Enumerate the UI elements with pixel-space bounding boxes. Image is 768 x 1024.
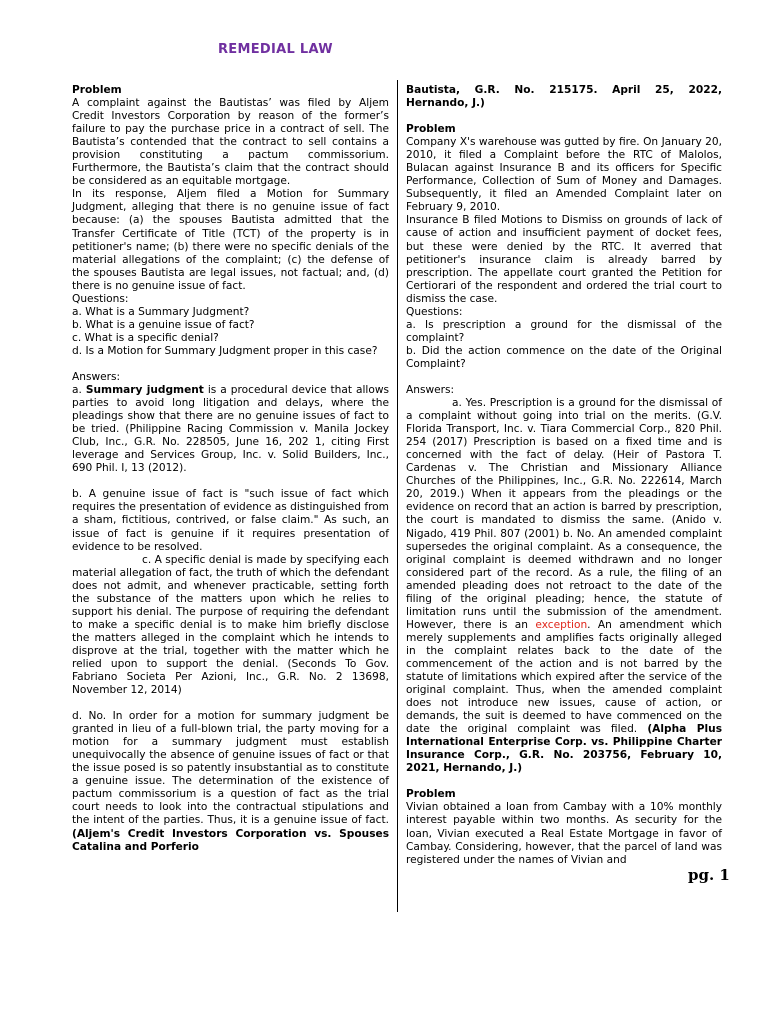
document-header-title: REMEDIAL LAW [218, 42, 333, 57]
problem-2-text: Company X's warehouse was gutted by fire. On January 20, 2010, it filed a Complaint before the RTC of Malolos, Bulacan against Insurance B and its officers for Specific Performance, Collection of Sum of Money and Damages. Subsequently, it filed an Amended Complaint later on February 9, 2010. [406, 136, 722, 214]
answer-c: c. A specific denial is made by specifying each material allegation of fact, the truth of which the defendant does not admit, and whenever practicable, setting forth the substance of the matters upon which he relies to support his denial. The purpose of requiring the defendant to make a specific denial is to make him briefly disclose the matters alleged in the complaint which he intends to disprove at the trial, together with the matter which he relied upon to support the denial. (Seconds To Gov. Fabriano Societa Per Azioni, Inc., G.R. No. 2 13698, November 12, 2014) [72, 553, 389, 697]
answer-2 [406, 397, 722, 775]
problem-2-text-2: Insurance B filed Motions to Dismiss on grounds of lack of cause of action and insufficient payment of docket fees, but these were denied by the RTC. It averred that petitioner's insurance claim is already barred by prescription. The appellate court granted the Petition for Certiorari of the respondent and ordered the trial court to dismiss the case. [406, 214, 722, 305]
left-column [72, 84, 389, 854]
answer-2-part-2: . An amendment which merely supplements and amplifies facts originally alleged in the complaint relates back to the date of the commencement of the action and is not barred by the statute of limitations which expired after the service of the original complaint. Thus, when the amended complaint does not introduce new issues, cause of action, or demands, the suit is deemed to have commenced on the date the original complaint was filed. [406, 618, 722, 736]
answer-a [72, 384, 389, 475]
questions-label: Questions: [72, 292, 129, 305]
questions-2-label: Questions: [406, 305, 463, 318]
problem-3-text: Vivian obtained a loan from Cambay with a 10% monthly interest payable within two months. As security for the loan, Vivian executed a Real Estate Mortgage in favor of Cambay. Considering, however, that the parcel of land was registered under the names of Vivian and [406, 801, 722, 866]
answer-d-citation: (Aljem's Credit Investors Corporation vs. Spouses Catalina and Porferio [72, 827, 389, 853]
citation-continued: Bautista, G.R. No. 215175. April 25, 2022, Hernando, J.) [406, 84, 722, 110]
exception-highlight: exception [535, 618, 588, 631]
problem-text: A complaint against the Bautistas’ was filed by Aljem Credit Investors Corporation by reason of the former’s failure to pay the purchase price in a contract of sell. The Bautista’s contended that the contract to sell contains a provision constituting a pactum commissorium. Furthermore, the Bautista’s claim that the contract should be considered as an equitable mortgage. [72, 97, 389, 188]
question-c: c. What is a specific denial? [72, 331, 219, 344]
problem-heading: Problem [72, 84, 122, 96]
answer-d [72, 710, 389, 854]
page-number: pg. 1 [688, 866, 730, 884]
question-2-a: a. Is prescription a ground for the dismissal of the complaint? [406, 318, 722, 344]
answer-2-part-1: a. Yes. Prescription is a ground for the dismissal of a complaint without going into trial on the merits. (G.V. Florida Transport, Inc. v. Tiara Commercial Corp., 820 Phil. 254 (2017) Prescription is based on a fixed time and is concerned with the fact of delay. (Heir of Pastora T. Cardenas v. The Christian and Missionary Alliance Churches of the Philippines, Inc., G.R. No. 222614, March 20, 2019.) When it appears from the pleadings or the evidence on record that an action is barred by prescription, the court is mandated to dismiss the same. (Anido v. Nigado, 419 Phil. 807 (2001) b. No. An amended complaint supersedes the original complaint. As a consequence, the original complaint is deemed withdrawn and no longer considered part of the record. As a rule, the filing of an amended pleading does not retroact to the date of the filing of the original pleading; hence, the statute of limitation runs until the submission of the amendment. However, there is an [406, 397, 722, 631]
problem-3-heading: Problem [406, 788, 456, 801]
question-a: a. What is a Summary Judgment? [72, 305, 250, 318]
question-d: d. Is a Motion for Summary Judgment proper in this case? [72, 344, 378, 357]
answer-2-citation: (Alpha Plus International Enterprise Corp. vs. Philippine Charter Insurance Corp., G.R. No. 203756, February 10, 2021, Hernando, J.) [406, 723, 722, 775]
answer-d-text: d. No. In order for a motion for summary judgment be granted in lieu of a full-blown trial, the party moving for a motion for a summary judgment must establish unequivocally the absence of genuine issues of fact or that the issue posed is so patently insubstantial as to constitute a genuine issue. The determination of the existence of pactum commissorium is a question of fact as the trial court needs to look into the contractual stipulations and the intent of the parties. Thus, it is a genuine issue of fact. [72, 710, 389, 827]
problem-text-2: In its response, Aljem filed a Motion for Summary Judgment, alleging that there is no genuine issue of fact because: (a) the spouses Bautista admitted that the Transfer Certificate of Title (TCT) of the property is in petitioner's name; (b) there were no specific denials of the material allegations of the complaint; (c) the defense of the spouses Bautista are legal issues, not factual; and, (d) there is no genuine issue of fact. [72, 188, 389, 292]
answer-a-text: is a procedural device that allows parties to avoid long litigation and delays, where the pleadings show that there are no genuine issues of fact to be tried. (Philippine Racing Commission v. Manila Jockey Club, Inc., G.R. No. 228505, June 16, 202 1, citing First leverage and Services Group, Inc. v. Solid Builders, Inc., 690 Phil. I, 13 (2012). [72, 384, 390, 475]
answers-2-label: Answers: [406, 383, 455, 396]
column-divider [397, 80, 398, 912]
question-2-b: b. Did the action commence on the date of the Original Complaint? [406, 344, 722, 370]
question-b: b. What is a genuine issue of fact? [72, 318, 255, 331]
answer-a-term: Summary judgment [85, 384, 204, 397]
answer-b: b. A genuine issue of fact is "such issue of fact which requires the presentation of evidence as distinguished from a sham, fictitious, contrived, or false claim." As such, an issue of fact is genuine if it requires presentation of evidence to be resolved. [72, 488, 389, 553]
right-column [406, 84, 722, 867]
problem-2-heading: Problem [406, 123, 456, 136]
answers-label: Answers: [72, 370, 121, 383]
answer-a-prefix: a. [72, 384, 86, 397]
